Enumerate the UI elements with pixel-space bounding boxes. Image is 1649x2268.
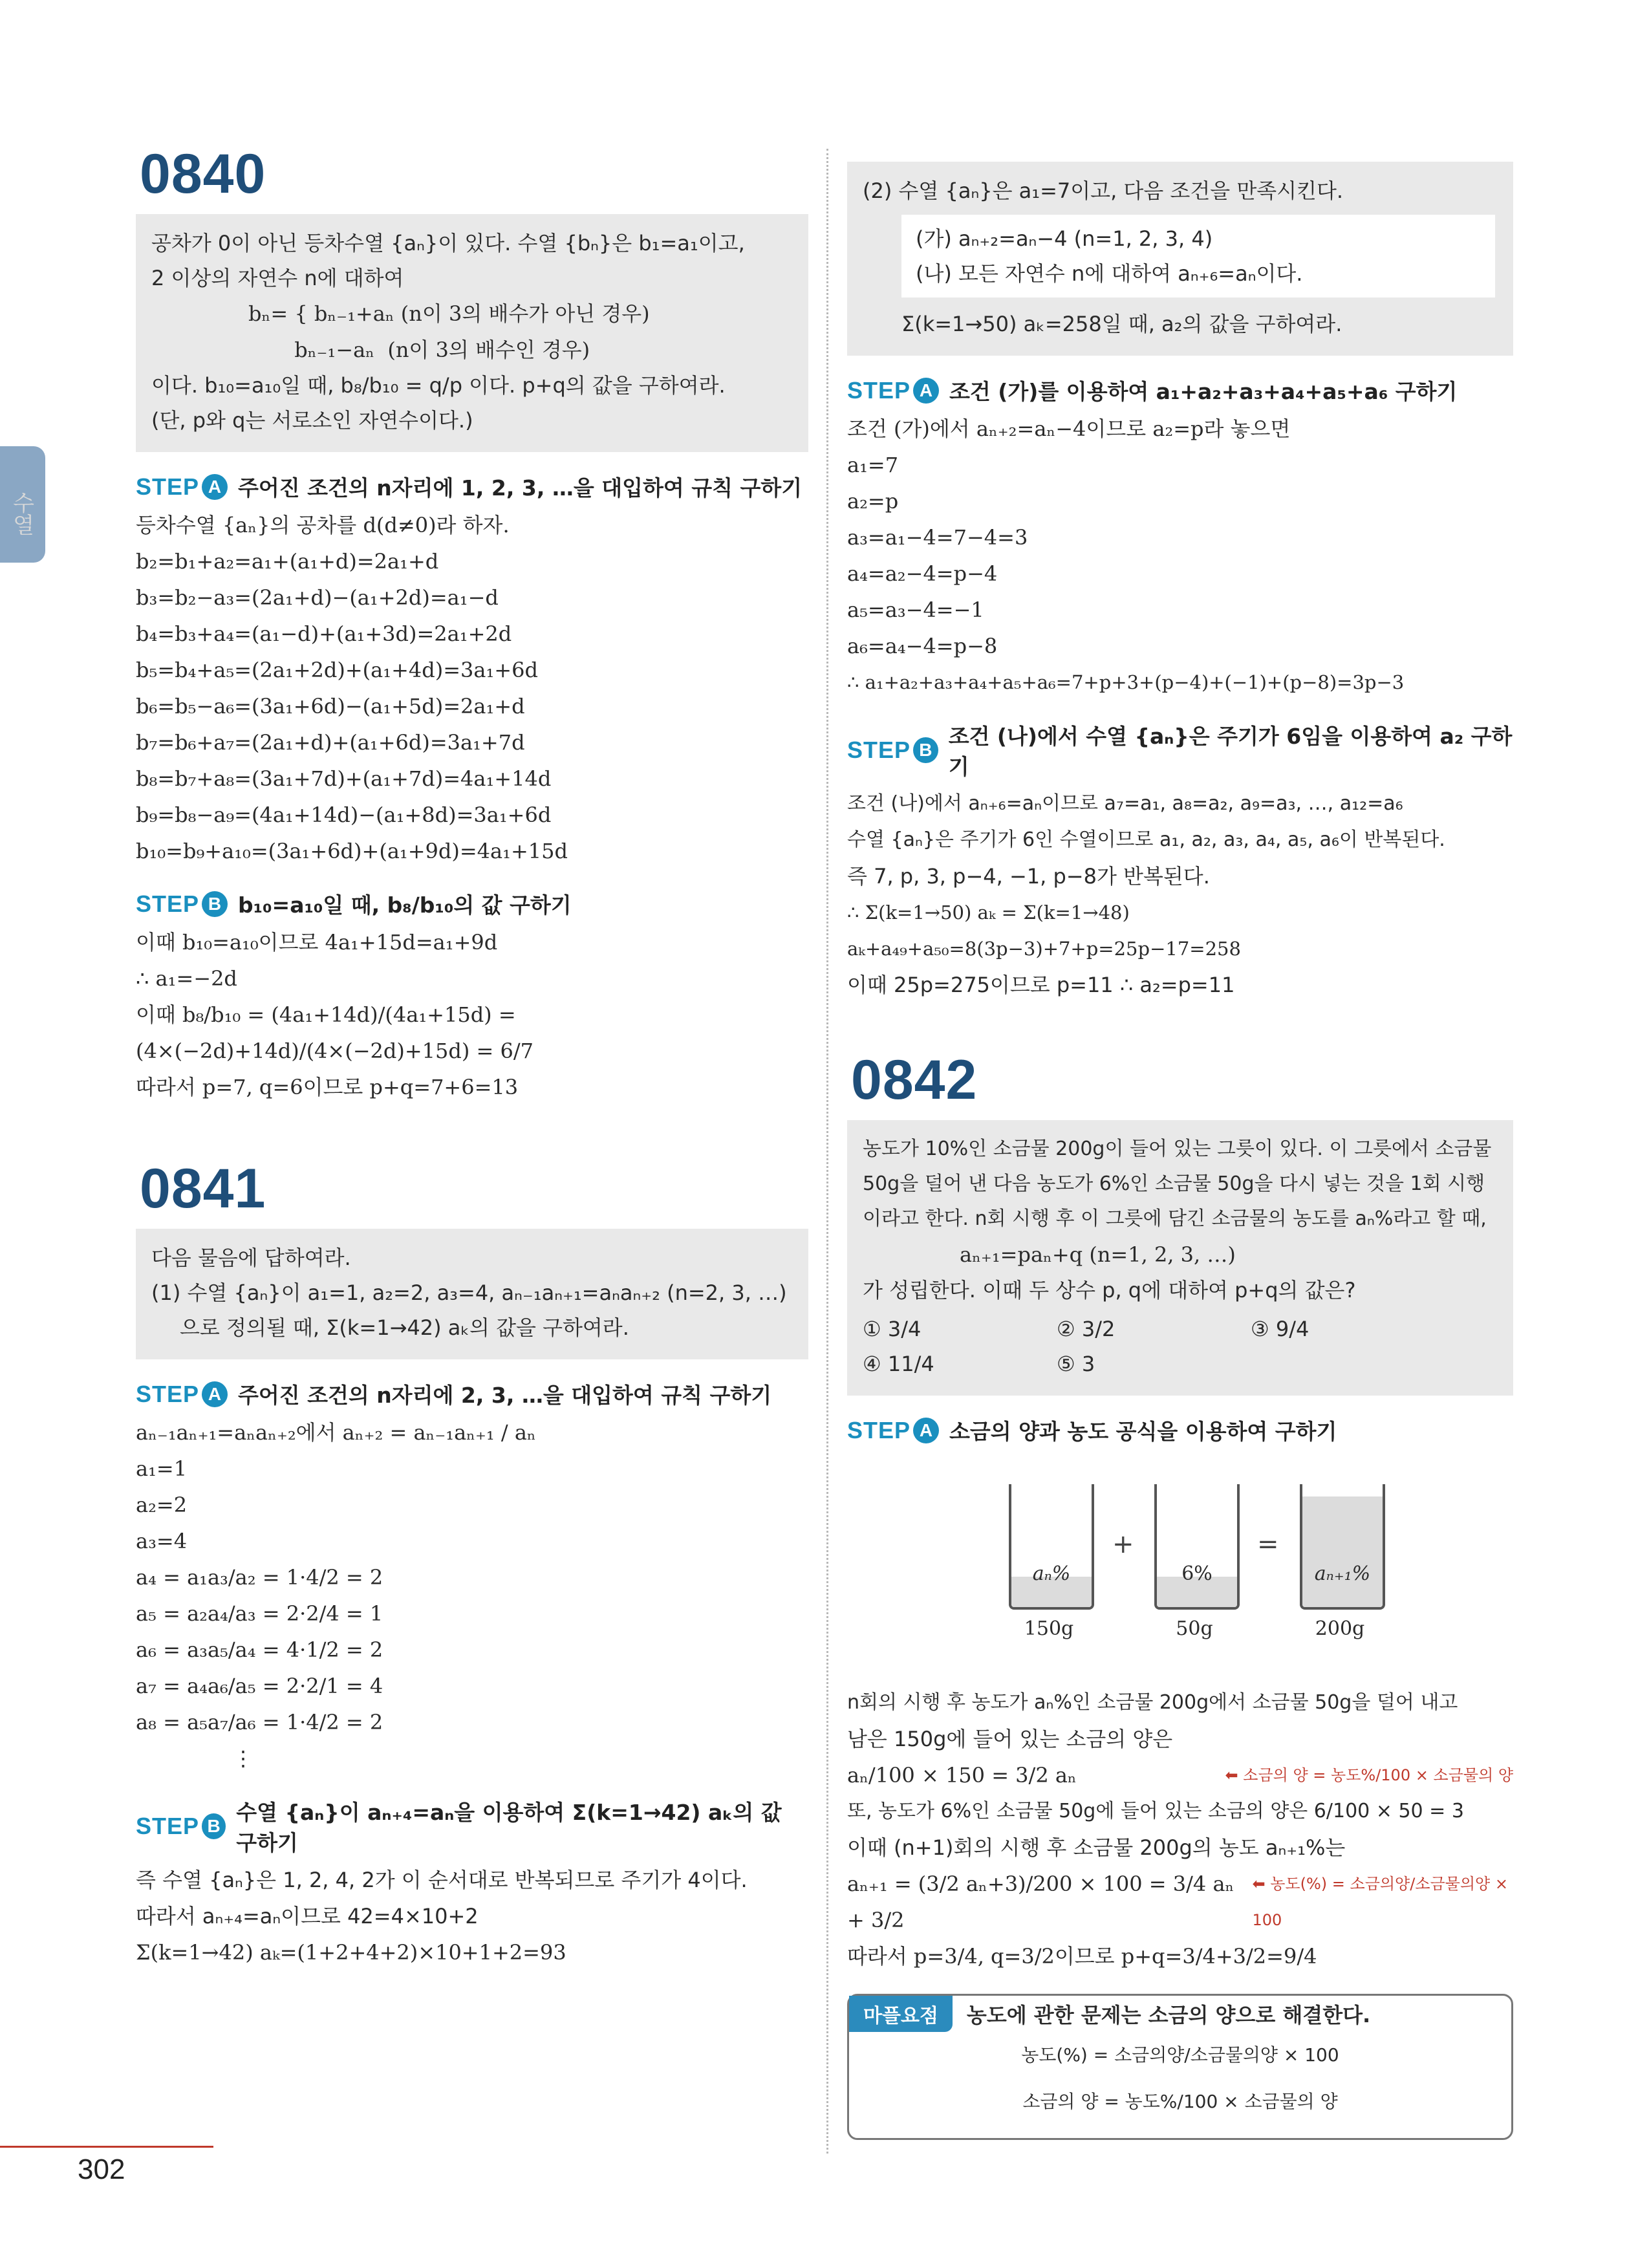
problem-number-0842: 0842 [851,1049,978,1111]
solution-line: Σ(k=1→42) aₖ=(1+2+4+2)×10+1+2=93 [136,1940,566,1965]
question-line: 농도가 10%인 소금물 200g이 들어 있는 그릇이 있다. 이 그릇에서 소금물 [863,1138,1492,1160]
solution-line: a₄=a₂−4=p−4 [847,561,998,586]
solution-line: ∴ a₁=−2d [136,966,237,991]
solution-formula: aₙ₊₁ = (3/2 aₙ+3)/200 × 100 = 3/4 aₙ + 3/2 [847,1872,1234,1932]
solution-line: 따라서 p=3/4, q=3/2이므로 p+q=3/4+3/2=9/4 [847,1944,1317,1969]
choice-3[interactable]: ③ 9/4 [1251,1317,1310,1341]
step-label: STEP [136,890,200,917]
step-label: STEP [847,1416,911,1443]
solution-line: b₁₀=b₉+a₁₀=(3a₁+6d)+(a₁+9d)=4a₁+15d [136,839,568,863]
step-title: 주어진 조건의 n자리에 2, 3, …을 대입하여 규칙 구하기 [238,1383,772,1408]
step-mark: B [202,1813,226,1839]
step-header [136,1796,808,1857]
solution-line: b₃=b₂−a₃=(2a₁+d)−(a₁+2d)=a₁−d [136,585,499,610]
step-title: 소금의 양과 농도 공식을 이용하여 구하기 [949,1419,1337,1444]
step-mark: A [202,1381,228,1407]
page-number: 302 [78,2154,125,2185]
question-line: (단, p와 q는 서로소인 자연수이다.) [151,408,473,433]
step-header [847,1415,1513,1445]
solution-block [136,1414,808,1777]
step-label: STEP [847,376,911,404]
plus-sign: + [1112,1529,1134,1559]
beaker-icon [1009,1484,1094,1610]
beaker-label: aₙ% [1032,1562,1071,1585]
tip-title: 농도에 관한 문제는 소금의 양으로 해결한다. [966,2003,1371,2027]
solution-line: n회의 시행 후 농도가 aₙ%인 소금물 200g에서 소금물 50g을 덜어 내고 [847,1691,1458,1714]
question-line: 다음 물음에 답하여라. [151,1246,351,1270]
step-label: STEP [136,1380,200,1407]
tip-formula: 농도(%) = 소금의양/소금물의양 × 100 [1021,2044,1339,2066]
solution-line: a₅ = a₂a₄/a₃ = 2·2/4 = 1 [136,1601,383,1626]
problem-number-0841: 0841 [140,1158,266,1220]
solution-line-with-hint [847,1757,1513,1793]
solution-line: 조건 (나)에서 aₙ₊₆=aₙ이므로 a₇=a₁, a₈=a₂, a₉=a₃, …, a₁₂=a₆ [847,792,1403,815]
hint-note: ⬅ 농도(%) = 소금의양/소금물의양 × 100 [1252,1875,1508,1929]
solution-formula: aₙ/100 × 150 = 3/2 aₙ [847,1763,1077,1787]
solution-line: a₆=a₄−4=p−8 [847,634,998,658]
step-header [136,889,808,919]
question-box-0842 [847,1120,1513,1396]
step-header [136,1379,808,1409]
left-column [136,142,808,1971]
solution-line: 이때 (n+1)회의 시행 후 소금물 200g의 농도 aₙ₊₁%는 [847,1835,1346,1860]
solution-line: a₂=p [847,489,899,513]
chapter-side-label: 수열 [8,491,34,535]
question-line: 2 이상의 자연수 n에 대하여 [151,266,404,290]
solution-line: ∴ Σ(k=1→50) aₖ = Σ(k=1→48) aₖ+a₄₉+a₅₀=8(3p−3)+7+p=25p−17=258 [847,902,1241,960]
step-mark: A [202,474,228,500]
solution-line: 남은 150g에 들어 있는 소금의 양은 [847,1727,1173,1751]
question-line: aₙ₊₁=paₙ+q (n=1, 2, 3, …) [960,1242,1236,1267]
beaker-liquid [1302,1496,1383,1607]
solution-line: b₇=b₆+a₇=(2a₁+d)+(a₁+6d)=3a₁+7d [136,730,525,755]
solution-line: 따라서 aₙ₊₄=aₙ이므로 42=4×10+2 [136,1904,479,1928]
solution-line: 이때 b₈/b₁₀ = (4a₁+14d)/(4a₁+15d) = (4×(−2d)+14d)/(4×(−2d)+15d) = 6/7 [136,1002,534,1063]
solution-block [136,1862,808,1971]
solution-line-with-hint [847,1866,1513,1938]
question-line: Σ(k=1→50) aₖ=258일 때, a₂의 값을 구하여라. [901,312,1342,336]
solution-line: a₄ = a₁a₃/a₂ = 1·4/2 = 2 [136,1565,383,1590]
question-line: (1) 수열 {aₙ}이 a₁=1, a₂=2, a₃=4, aₙ₋₁aₙ₊₁=aₙaₙ₊₂ (n=2, 3, …) [151,1280,787,1305]
tip-formula: 소금의 양 = 농도%/100 × 소금물의 양 [1022,2091,1338,2112]
choice-5[interactable]: ⑤ 3 [1057,1352,1095,1376]
solution-block [847,411,1513,700]
solution-line: aₙ₋₁aₙ₊₁=aₙaₙ₊₂에서 aₙ₊₂ = aₙ₋₁aₙ₊₁ / aₙ [136,1420,536,1445]
question-line: 이라고 한다. n회 시행 후 이 그릇에 담긴 소금물의 농도를 aₙ%라고 할 때, [863,1207,1487,1230]
step-header [847,375,1513,405]
question-line: 공차가 0이 아닌 등차수열 {aₙ}이 있다. 수열 {bₙ}은 b₁=a₁이고, [151,231,745,255]
solution-line: b₄=b₃+a₄=(a₁−d)+(a₁+3d)=2a₁+2d [136,621,512,646]
choice-1[interactable]: ① 3/4 [863,1317,921,1341]
condition-box [901,215,1495,297]
solution-line: b₅=b₄+a₅=(2a₁+2d)+(a₁+4d)=3a₁+6d [136,658,538,682]
question-line: 50g을 덜어 낸 다음 농도가 6%인 소금물 50g을 다시 넣는 것을 1회 시행 [863,1172,1485,1195]
question-line: 이다. b₁₀=a₁₀일 때, b₈/b₁₀ = q/p 이다. p+q의 값을 구하여라. [151,373,726,398]
equals-sign: = [1257,1529,1279,1559]
beaker-mass: 50g [1176,1617,1213,1640]
step-mark: A [913,1418,939,1443]
step-header [847,720,1513,781]
beaker-diagram [847,1458,1513,1678]
solution-line: a₁=7 [847,453,899,477]
beaker-label: aₙ₊₁% [1314,1562,1371,1585]
solution-line: a₈ = a₅a₇/a₆ = 1·4/2 = 2 [136,1710,383,1734]
beaker-mass: 200g [1315,1617,1365,1640]
solution-line: a₇ = a₄a₆/a₅ = 2·2/1 = 4 [136,1674,383,1698]
step-label: STEP [847,737,911,763]
solution-line: 수열 {aₙ}은 주기가 6인 수열이므로 a₁, a₂, a₃, a₄, a₅, a₆이 반복된다. [847,828,1445,851]
step-header [136,471,808,502]
beaker-label: 6% [1181,1562,1212,1585]
solution-line: ⋮ [233,1746,253,1771]
solution-line: b₂=b₁+a₂=a₁+(a₁+d)=2a₁+d [136,549,439,574]
step-title: 주어진 조건의 n자리에 1, 2, 3, …을 대입하여 규칙 구하기 [238,475,803,501]
solution-line: b₈=b₇+a₈=(3a₁+7d)+(a₁+7d)=4a₁+14d [136,766,552,791]
question-line: 가 성립한다. 이때 두 상수 p, q에 대하여 p+q의 값은? [863,1278,1356,1302]
step-label: STEP [136,1813,200,1839]
solution-line: 또, 농도가 6%인 소금물 50g에 들어 있는 소금의 양은 6/100 × 50 = 3 [847,1800,1464,1822]
solution-line: a₁=1 [136,1456,188,1481]
solution-line: 즉 7, p, 3, p−4, −1, p−8가 반복된다. [847,864,1210,889]
solution-line: a₃=4 [136,1529,188,1553]
tip-badge: 마플요점 [849,1996,953,2032]
step-mark: B [913,737,938,763]
step-label: STEP [136,473,200,500]
step-title: 조건 (나)에서 수열 {aₙ}은 주기가 6임을 이용하여 a₂ 구하기 [948,724,1513,779]
solution-line: a₂=2 [136,1493,188,1517]
solution-line: a₅=a₃−4=−1 [847,598,984,622]
page-footer-line [0,2146,213,2148]
solution-block [847,786,1513,1003]
tip-box [847,1994,1513,2140]
step-title: 수열 {aₙ}이 aₙ₊₄=aₙ을 이용하여 Σ(k=1→42) aₖ의 값 구하기 [236,1800,782,1855]
step-mark: B [202,891,228,917]
beaker-icon [1154,1484,1240,1610]
question-box-0841-part2 [847,162,1513,356]
step-title: b₁₀=a₁₀일 때, b₈/b₁₀의 값 구하기 [238,892,572,918]
problem-number-0840: 0840 [140,143,266,205]
beaker-icon [1300,1484,1385,1610]
question-line: bₙ₋₁−aₙ (n이 3의 배수인 경우) [248,338,590,362]
solution-line: 이때 b₁₀=a₁₀이므로 4a₁+15d=a₁+9d [136,930,498,955]
step-mark: A [913,378,939,404]
answer-choices [863,1312,1498,1381]
beaker-mass: 150g [1024,1617,1074,1640]
solution-line: ∴ a₁+a₂+a₃+a₄+a₅+a₆=7+p+3+(p−4)+(−1)+(p−8)=3p−3 [847,671,1405,693]
solution-line: b₉=b₈−a₉=(4a₁+14d)−(a₁+8d)=3a₁+6d [136,803,552,827]
step-title: 조건 (가)를 이용하여 a₁+a₂+a₃+a₄+a₅+a₆ 구하기 [949,379,1458,404]
solution-line: b₆=b₅−a₆=(3a₁+6d)−(a₁+5d)=2a₁+d [136,694,525,718]
solution-line: a₆ = a₃a₅/a₄ = 4·1/2 = 2 [136,1637,383,1662]
question-box-0840 [136,214,808,452]
solution-line: 조건 (가)에서 aₙ₊₂=aₙ−4이므로 a₂=p라 놓으면 [847,416,1291,441]
solution-block [847,1685,1513,1974]
solution-line: 즉 수열 {aₙ}은 1, 2, 4, 2가 이 순서대로 반복되므로 주기가 4이다. [136,1868,748,1892]
question-line: 으로 정의될 때, Σ(k=1→42) aₖ의 값을 구하여라. [180,1315,629,1340]
question-box-0841 [136,1229,808,1359]
condition-line: (가) aₙ₊₂=aₙ−4 (n=1, 2, 3, 4) [916,226,1213,251]
solution-block [136,507,808,869]
choice-2[interactable]: ② 3/2 [1057,1317,1116,1341]
question-line: bₙ= { bₙ₋₁+aₙ (n이 3의 배수가 아닌 경우) [248,301,650,326]
column-divider [826,149,828,2154]
choice-4[interactable]: ④ 11/4 [863,1352,934,1376]
solution-line: a₃=a₁−4=7−4=3 [847,525,1028,550]
tip-header [849,1996,1511,2032]
solution-line: 따라서 p=7, q=6이므로 p+q=7+6=13 [136,1075,519,1099]
question-line: (2) 수열 {aₙ}은 a₁=7이고, 다음 조건을 만족시킨다. [863,178,1344,203]
hint-note: ⬅ 소금의 양 = 농도%/100 × 소금물의 양 [1225,1766,1513,1784]
solution-line: 등차수열 {aₙ}의 공차를 d(d≠0)라 하자. [136,513,510,537]
right-column [847,142,1513,2140]
solution-line: 이때 25p=275이므로 p=11 ∴ a₂=p=11 [847,973,1235,997]
solution-block [136,924,808,1105]
condition-line: (나) 모든 자연수 n에 대하여 aₙ₊₆=aₙ이다. [916,261,1303,286]
